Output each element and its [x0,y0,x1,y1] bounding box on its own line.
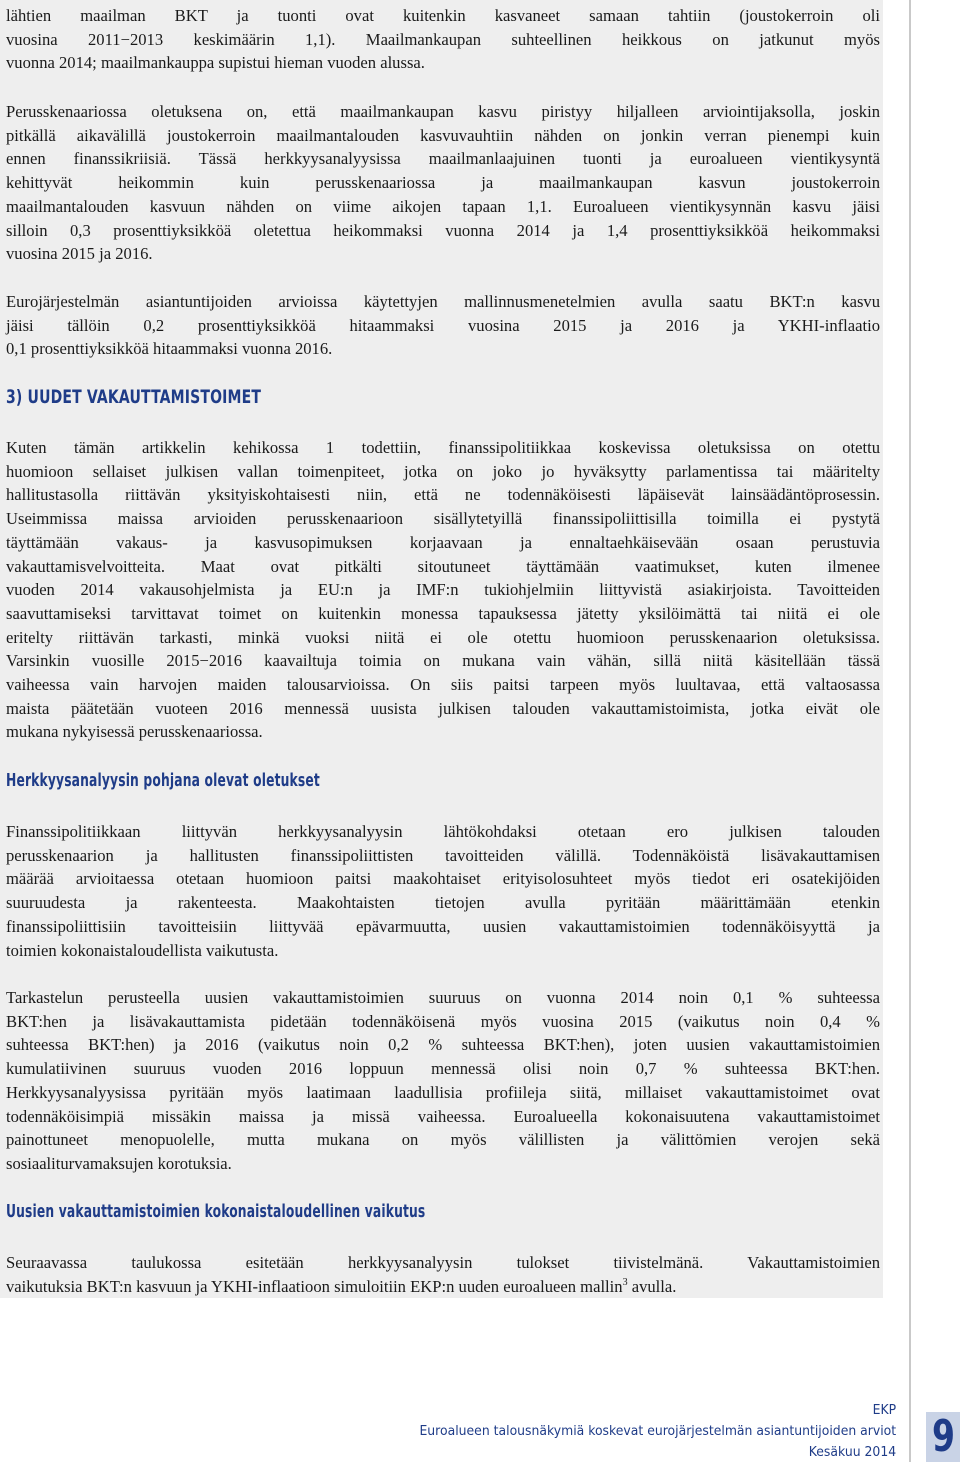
text-line: vuoden 2014 vakausohjelmista ja EU:n ja IMF:n tukiohjelmiin liittyvistä asiakirjoista. Tavoitteiden [6,580,880,600]
text-line: huomioon sellaiset julkisen vallan toimenpiteet, jotka on joko jo hyväksytty parlamentissa tai määritelty [6,461,880,481]
text-line: hallitustasolla riittävän yksityiskohtaisesti niin, että ne todennäköisesti läpäisevät lainsäädäntöprosessin. [6,485,880,505]
text-line: vuosina 2015 ja 2016. [6,244,153,264]
text-line: toimien kokonaistaloudellista vaikutusta. [6,940,279,960]
text-line: vuonna 2014; maailmankauppa supistui hieman vuoden alussa. [6,53,425,73]
text-line: määrää arvioitaessa otetaan huomioon paitsi maakohtaiset erityisolosuhteet myös tiedot eri osatekijöiden [6,869,880,889]
text-line: täyttämään vakaus- ja kasvusopimuksen korjaavaan ja ennaltaehkäisevään osaan perustuvia [6,532,880,552]
text-line: todennäköisimpiä missäkin maissa ja missä vaiheessa. Euroalueella kokonaisuutena vakauttamistoimet [6,1106,880,1126]
text-line: saavuttamiseksi tarvittavat toimet on kuitenkin monessa tapauksessa jätetty yksilöimättä tai niitä ei ole [6,603,880,623]
paragraph-4 [6,436,880,744]
text-line: suhteessa BKT:hen) ja 2016 (vaikutus noin 0,2 % suhteessa BKT:hen), joten uusien vakauttamistoimien [6,1035,880,1055]
text-line: Useimmissa maissa arvioiden perusskenaarioon sisällytetyillä finanssipoliittisilla toimilla ei pystytä [6,509,880,529]
text-line: kehittyvät heikommin kuin perusskenaariossa ja maailmankaupan kasvun joustokerroin [6,173,880,193]
page-number-box [926,1412,960,1462]
text-line: Kuten tämän artikkelin kehikossa 1 todettiin, finanssipolitiikkaa koskevissa oletuksissa on otettu [6,438,880,457]
text-line: perusskenaarion ja hallitusten finanssipoliittisten tavoitteiden välillä. Todennäköistä lisävakauttamisen [6,845,880,865]
text-line: painottuneet menopuolelle, mutta mukana on myös välillisten ja välittömien verojen sekä [6,1130,880,1150]
footer-org: EKP [872,1402,896,1418]
text-line: maista päätetään vuoteen 2016 mennessä uusista julkisen talouden vakauttamistoimista, jotka eivät ole [6,698,880,718]
text-line: vakauttamisvelvoitteita. Maat ovat pitkälti sitoutuneet täyttämään vaatimukset, kuten ilmenee [6,556,880,576]
text-line: maailmantalouden kasvuun nähden on viime aikojen tapaan 1,1. Euroalueen vientikysynnän kasvu jäisi [6,196,880,216]
margin-rule [909,0,911,1462]
subheading-impact: Uusien vakauttamistoimien kokonaistaloudellinen vaikutus [6,1201,426,1222]
paragraph-2 [6,100,880,266]
text-line: mukana nykyisessä perusskenaariossa. [6,722,263,742]
footnote-ref[interactable]: 3 [622,1276,628,1288]
text-line: suuruudesta ja rakenteesta. Maakohtaisten tietojen avulla pyritään määrittämään etenkin [6,893,880,913]
text-line: Seuraavassa taulukossa esitetään herkkyysanalyysin tulokset tiivistelmänä. Vakauttamistoimien [6,1253,880,1272]
text-line: finanssipoliittisiin tavoitteisiin liittyvää epävarmuutta, uusien vakauttamistoimien todennäköisyyttä ja [6,916,880,936]
text-segment: vaikutuksia BKT:n kasvuun ja YKHI-inflaatioon simuloitiin EKP:n uuden euroalueen mallin [6,1276,623,1296]
page-number: 9 [932,1411,955,1462]
page-footer [378,1400,896,1463]
text-line: 0,1 prosenttiyksikköä hitaammaksi vuonna 2016. [6,339,333,359]
text-segment: avulla. [627,1276,677,1296]
text-line: vaiheessa vain harvojen maiden talousarvioissa. On siis paitsi tarpeen myös luultavaa, että valtaosassa [6,675,880,695]
text-line: ennen finanssikriisiä. Tässä herkkyysanalyysissa maailmanlaajuinen tuonti ja euroalueen vientikysyntä [6,149,880,169]
text-line: Eurojärjestelmän asiantuntijoiden arvioissa käytettyjen mallinnusmenetelmien avulla saatu BKT:n kasvu [6,292,880,311]
text-line: Perusskenaariossa oletuksena on, että maailmankaupan kasvu piristyy hiljalleen arviointijaksolla, joskin [6,102,880,121]
text-line: Varsinkin vuosille 2015−2016 kaavailtuja toimia on mukana vain vähän, sillä niitä käsitellään tässä [6,651,880,671]
subheading-assumptions: Herkkyysanalyysin pohjana olevat oletukset [6,770,320,791]
text-line: kumulatiivinen suuruus vuoden 2016 loppuun mennessä olisi noin 0,7 % suhteessa BKT:hen. [6,1059,880,1079]
text-line: Herkkyysanalyysissa pyritään myös laatimaan laadullisia profiileja siitä, millaiset vakauttamistoimet ovat [6,1082,880,1102]
paragraph-7 [6,1251,880,1298]
section-heading: 3) UUDET VAKAUTTAMISTOIMET [6,386,262,408]
text-line: jäisi tällöin 0,2 prosenttiyksikköä hitaammaksi vuosina 2015 ja 2016 ja YKHI-inflaatio [6,315,880,335]
text-line: vuosina 2011−2013 keskimäärin 1,1). Maailmankaupan suhteellinen heikkous on jatkunut myös [6,29,880,49]
text-line: sosiaaliturvamaksujen korotuksia. [6,1153,232,1173]
text-line: lähtien maailman BKT ja tuonti ovat kuitenkin kasvaneet samaan tahtiin (joustokerroin oli [6,6,880,25]
footer-title: Euroalueen talousnäkymiä koskevat eurojärjestelmän asiantuntijoiden arviot [419,1423,896,1439]
paragraph-5 [6,820,880,962]
footer-date: Kesäkuu 2014 [808,1444,896,1460]
text-line: silloin 0,3 prosenttiyksikköä oletettua heikommaksi vuonna 2014 ja 1,4 prosenttiyksikköä heikommaksi [6,220,880,240]
text-line [6,1275,880,1299]
text-line: pitkällä aikavälillä joustokerroin maailmantalouden kasvuvauhtiin nähden on jonkin verran pienempi kuin [6,125,880,145]
paragraph-3 [6,290,880,361]
paragraph-1 [6,4,880,75]
text-line: Tarkastelun perusteella uusien vakauttamistoimien suuruus on vuonna 2014 noin 0,1 % suhteessa [6,988,880,1007]
paragraph-6 [6,986,880,1176]
text-line: Finanssipolitiikkaan liittyvän herkkyysanalyysin lähtökohdaksi otetaan ero julkisen talouden [6,822,880,841]
text-line: eritelty riittävän tarkasti, minkä vuoksi niitä ei ole otettu huomioon perusskenaarion oletuksissa. [6,627,880,647]
text-line: BKT:hen ja lisävakauttamista pidetään todennäköisenä myös vuosina 2015 (vaikutus noin 0,4 % [6,1011,880,1031]
